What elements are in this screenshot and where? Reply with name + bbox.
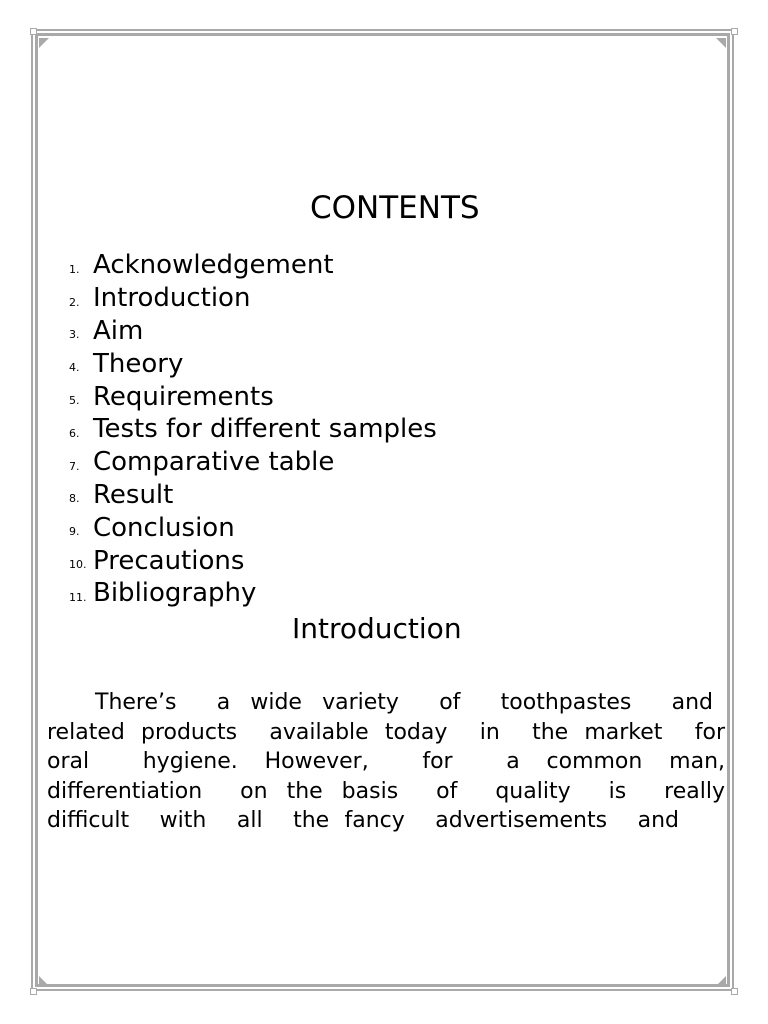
corner-square-bottom-left xyxy=(30,988,37,995)
toc-item-number: 1. xyxy=(69,262,80,276)
corner-square-top-left xyxy=(30,28,37,35)
toc-item xyxy=(66,413,437,446)
paragraph-line: differentiation on the basis of quality is really xyxy=(47,778,725,804)
introduction-paragraph xyxy=(47,688,725,836)
toc-item xyxy=(66,249,437,282)
contents-title: CONTENTS xyxy=(310,190,480,226)
table-of-contents xyxy=(66,249,437,610)
toc-item-number: 3. xyxy=(69,328,80,342)
corner-square-top-right xyxy=(731,28,738,35)
paragraph-line: related products available today in the market for xyxy=(47,719,725,745)
toc-item xyxy=(66,479,437,512)
toc-item xyxy=(66,446,437,479)
toc-item xyxy=(66,282,437,315)
toc-item xyxy=(66,380,437,413)
toc-item xyxy=(66,544,437,577)
toc-item-label: Result xyxy=(93,479,174,510)
corner-ornament-bottom-right xyxy=(716,976,726,986)
toc-item-label: Introduction xyxy=(93,283,251,314)
toc-item xyxy=(66,347,437,380)
toc-item-number: 9. xyxy=(69,525,80,539)
toc-item-label: Bibliography xyxy=(93,578,257,609)
toc-item-label: Aim xyxy=(93,315,144,346)
toc-item-label: Conclusion xyxy=(93,512,235,543)
toc-item-number: 10. xyxy=(69,558,87,572)
corner-ornament-bottom-left xyxy=(39,976,49,986)
toc-item xyxy=(66,511,437,544)
toc-item-number: 11. xyxy=(69,590,87,604)
toc-item-number: 7. xyxy=(69,459,80,473)
corner-ornament-top-right xyxy=(716,38,726,48)
toc-item-number: 6. xyxy=(69,426,80,440)
toc-item-number: 8. xyxy=(69,492,80,506)
corner-square-bottom-right xyxy=(731,988,738,995)
toc-item xyxy=(66,315,437,348)
paragraph-line: There’s a wide variety of toothpastes and xyxy=(95,690,713,715)
paragraph-line: oral hygiene. However, for a common man, xyxy=(47,749,725,774)
toc-item-label: Acknowledgement xyxy=(93,250,334,281)
toc-item-number: 5. xyxy=(69,394,80,408)
introduction-heading: Introduction xyxy=(292,612,462,645)
toc-item-label: Requirements xyxy=(93,381,274,412)
toc-item-number: 2. xyxy=(69,295,80,309)
corner-ornament-top-left xyxy=(39,38,49,48)
toc-item-number: 4. xyxy=(69,361,80,375)
toc-item-label: Tests for different samples xyxy=(93,414,437,445)
toc-item-label: Theory xyxy=(93,348,184,379)
toc-item-label: Comparative table xyxy=(93,447,335,478)
toc-item xyxy=(66,577,437,610)
toc-item-label: Precautions xyxy=(93,545,245,576)
paragraph-line: difficult with all the fancy advertisements and xyxy=(47,808,679,833)
